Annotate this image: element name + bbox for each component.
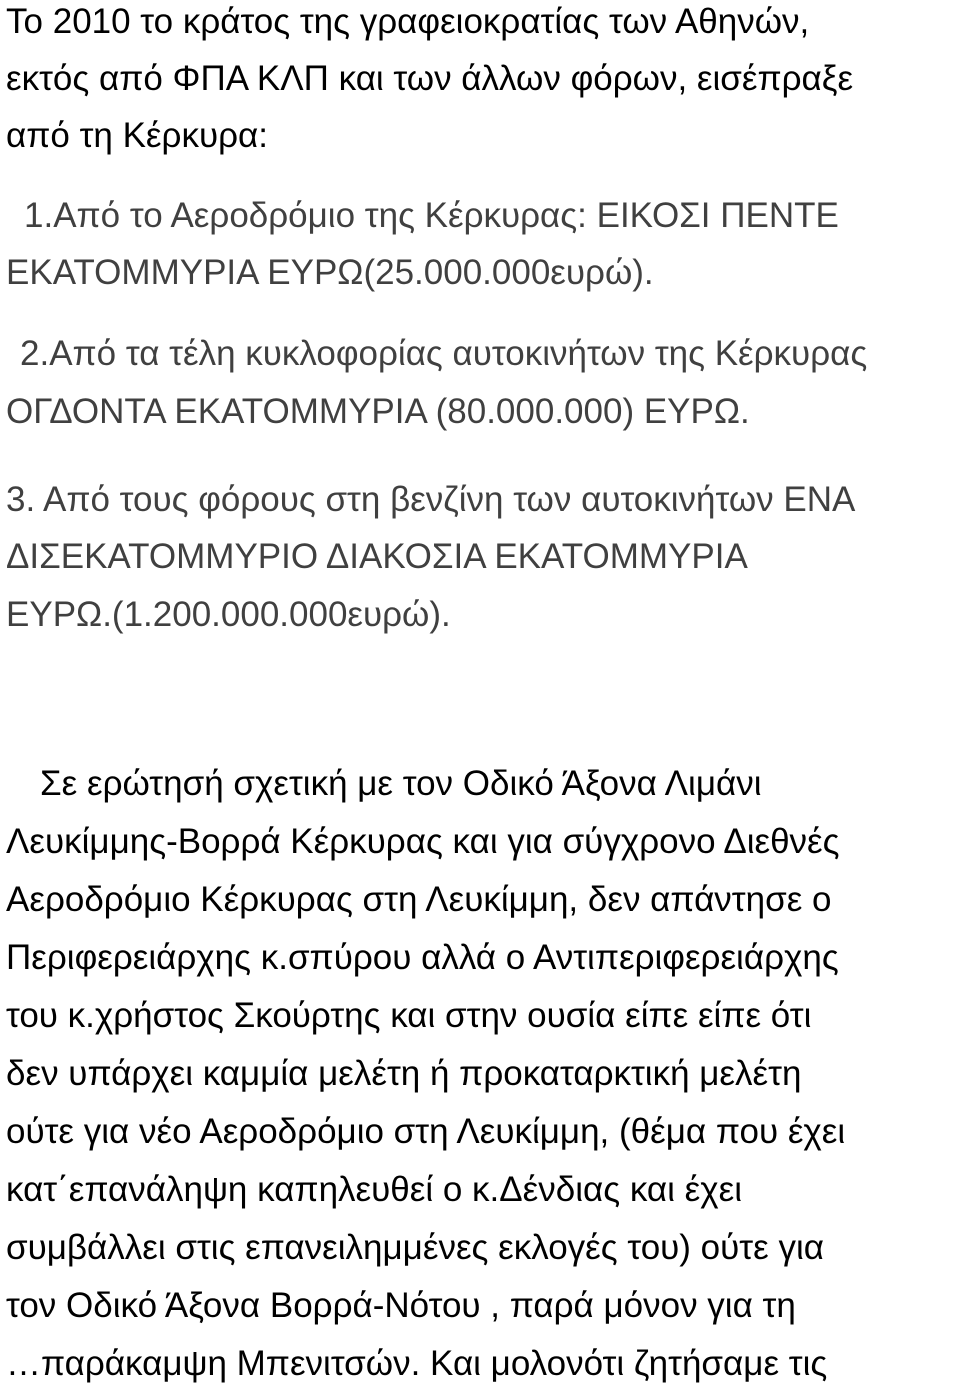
- paragraph-line: …παράκαμψη Μπενιτσών. Και μολονότι ζητήσαμε τις: [6, 1344, 828, 1383]
- list-item-line: ΔΙΣΕΚΑΤΟΜΜΥΡΙΟ ΔΙΑΚΟΣΙΑ ΕΚΑΤΟΜΜΥΡΙΑ: [6, 537, 748, 576]
- paragraph-line: δεν υπάρχει καμμία μελέτη ή προκαταρκτική μελέτη: [6, 1054, 802, 1093]
- paragraph-line: Αεροδρόμιο Κέρκυρας στη Λευκίμμη, δεν απάντησε ο: [6, 880, 832, 919]
- paragraph-line: συμβάλλει στις επανειλημμένες εκλογές του) ούτε για: [6, 1228, 824, 1267]
- paragraph-line: ούτε για νέο Αεροδρόμιο στη Λευκίμμη, (θέμα που έχει: [6, 1112, 846, 1151]
- paragraph-line: κατ΄επανάληψη καπηλευθεί ο κ.Δένδιας και έχει: [6, 1170, 742, 1209]
- paragraph-line: τον Οδικό Άξονα Βορρά-Νότου , παρά μόνον για τη: [6, 1286, 796, 1325]
- list-item-line: 2.Από τα τέλη κυκλοφορίας αυτοκινήτων της Κέρκυρας: [20, 334, 868, 373]
- list-item-line: ΕΥΡΩ.(1.200.000.000ευρώ).: [6, 595, 451, 634]
- list-item-line: 3. Από τους φόρους στη βενζίνη των αυτοκινήτων ΕΝΑ: [6, 480, 856, 519]
- intro-line: Το 2010 το κράτος της γραφειοκρατίας των Αθηνών,: [6, 2, 810, 41]
- paragraph-line: Σε ερώτησή σχετική με τον Οδικό Άξονα Λιμάνι: [40, 764, 762, 803]
- paragraph-line: Λευκίμμης-Βορρά Κέρκυρας και για σύγχρονο Διεθνές: [6, 822, 840, 861]
- list-item-line: ΕΚΑΤΟΜΜΥΡΙΑ ΕΥΡΩ(25.000.000ευρώ).: [6, 253, 654, 292]
- paragraph-line: του κ.χρήστος Σκούρτης και στην ουσία είπε είπε ότι: [6, 996, 812, 1035]
- list-item-line: ΟΓΔΟΝΤΑ ΕΚΑΤΟΜΜΥΡΙΑ (80.000.000) ΕΥΡΩ.: [6, 392, 750, 431]
- intro-line: από τη Κέρκυρα:: [6, 116, 268, 155]
- list-item-line: 1.Από το Αεροδρόμιο της Κέρκυρας: ΕΙΚΟΣΙ ΠΕΝΤΕ: [24, 196, 839, 235]
- paragraph-line: Περιφερειάρχης κ.σπύρου αλλά ο Αντιπεριφερειάρχης: [6, 938, 839, 977]
- intro-line: εκτός από ΦΠΑ ΚΛΠ και των άλλων φόρων, εισέπραξε: [6, 59, 854, 98]
